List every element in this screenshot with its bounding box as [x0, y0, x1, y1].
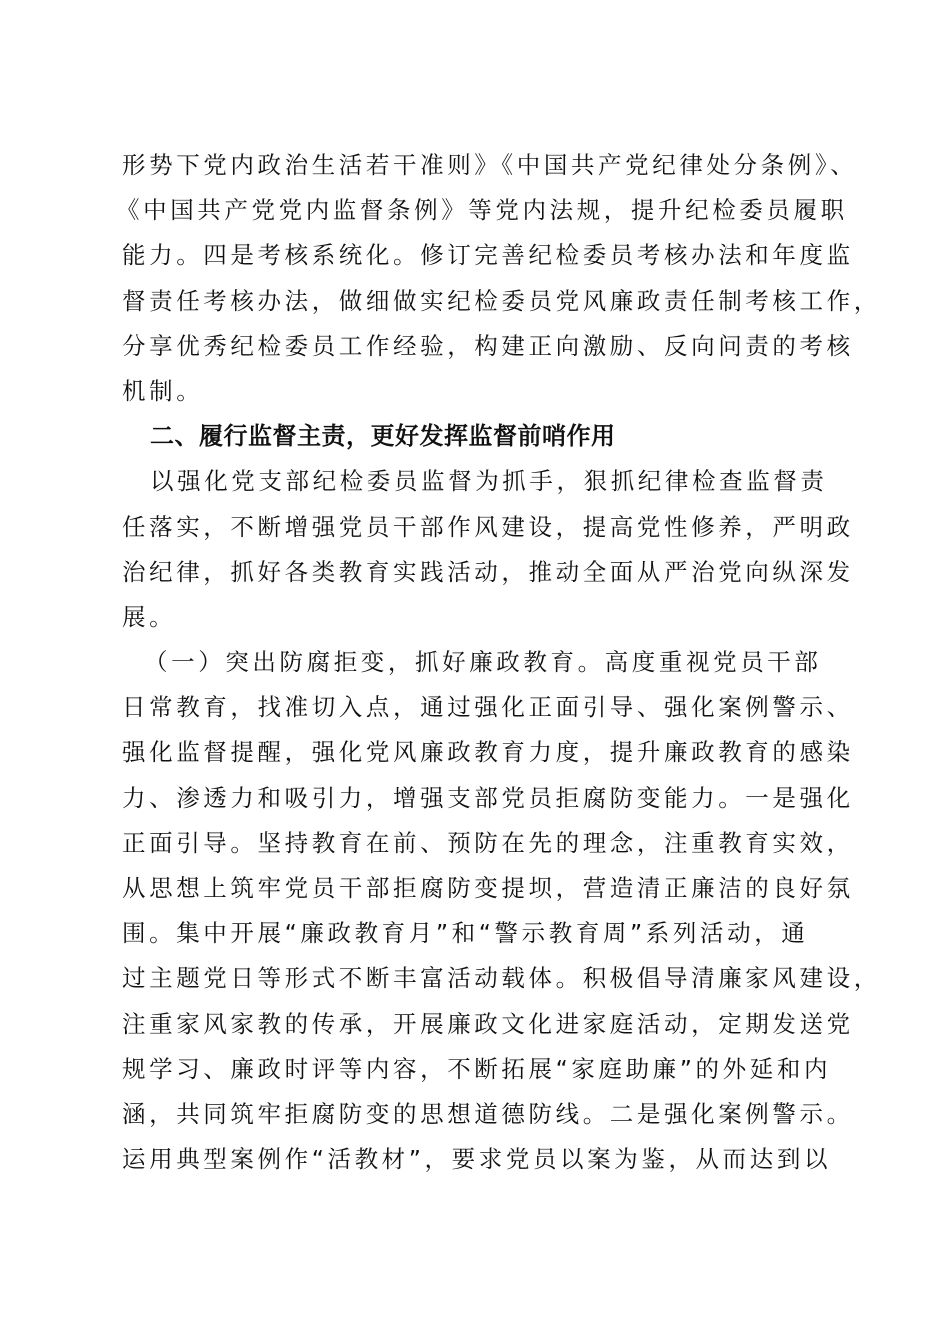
text-line: 日常教育，找准切入点，通过强化正面引导、强化案例警示、 [122, 693, 854, 722]
text-line: 督责任考核办法，做细做实纪检委员党风廉政责任制考核工作， [122, 286, 881, 315]
text-line: 机制。 [122, 376, 204, 405]
text-line: 正面引导。坚持教育在前、预防在先的理念，注重教育实效， [122, 828, 854, 857]
text-line: 治纪律，抓好各类教育实践活动，推动全面从严治党向纵深发 [122, 557, 854, 586]
text-line: 围。集中开展“廉政教育月”和“警示教育周”系列活动，通 [122, 919, 809, 948]
text-line: 能力。四是考核系统化。修订完善纪检委员考核办法和年度监 [122, 241, 854, 270]
text-line: 强化监督提醒，强化党风廉政教育力度，提升廉政教育的感染 [122, 738, 854, 767]
text-line: 展。 [122, 602, 177, 631]
subsection-line: （一）突出防腐拒变，抓好廉政教育。高度重视党员干部 [144, 648, 822, 677]
section-heading: 二、履行监督主责，更好发挥监督前哨作用 [150, 422, 616, 451]
text-line: 运用典型案例作“活教材”，要求党员以案为鉴，从而达到以 [122, 1145, 832, 1174]
text-line: 以强化党支部纪检委员监督为抓手，狠抓纪律检查监督责 [150, 467, 828, 496]
text-line: 过主题党日等形式不断丰富活动载体。积极倡导清廉家风建设， [122, 964, 881, 993]
text-line: 注重家风家教的传承，开展廉政文化进家庭活动，定期发送党 [122, 1009, 854, 1038]
text-line: 任落实，不断增强党员干部作风建设，提高党性修养，严明政 [122, 512, 854, 541]
text-line: 力、渗透力和吸引力，增强支部党员拒腐防变能力。一是强化 [122, 783, 854, 812]
text-line: 形势下党内政治生活若干准则》《中国共产党纪律处分条例》、 [122, 151, 858, 179]
text-line: 涵，共同筑牢拒腐防变的思想道德防线。二是强化案例警示。 [122, 1099, 854, 1128]
document-page [116, 143, 881, 1182]
text-line: 从思想上筑牢党员干部拒腐防变提坝，营造清正廉洁的良好氛 [122, 874, 854, 902]
text-line: 《中国共产党党内监督条例》等党内法规，提升纪检委员履职 [116, 196, 848, 225]
text-line: 规学习、廉政时评等内容，不断拓展“家庭助廉”的外延和内 [122, 1054, 832, 1083]
text-line: 分享优秀纪检委员工作经验，构建正向激励、反向问责的考核 [122, 331, 854, 360]
